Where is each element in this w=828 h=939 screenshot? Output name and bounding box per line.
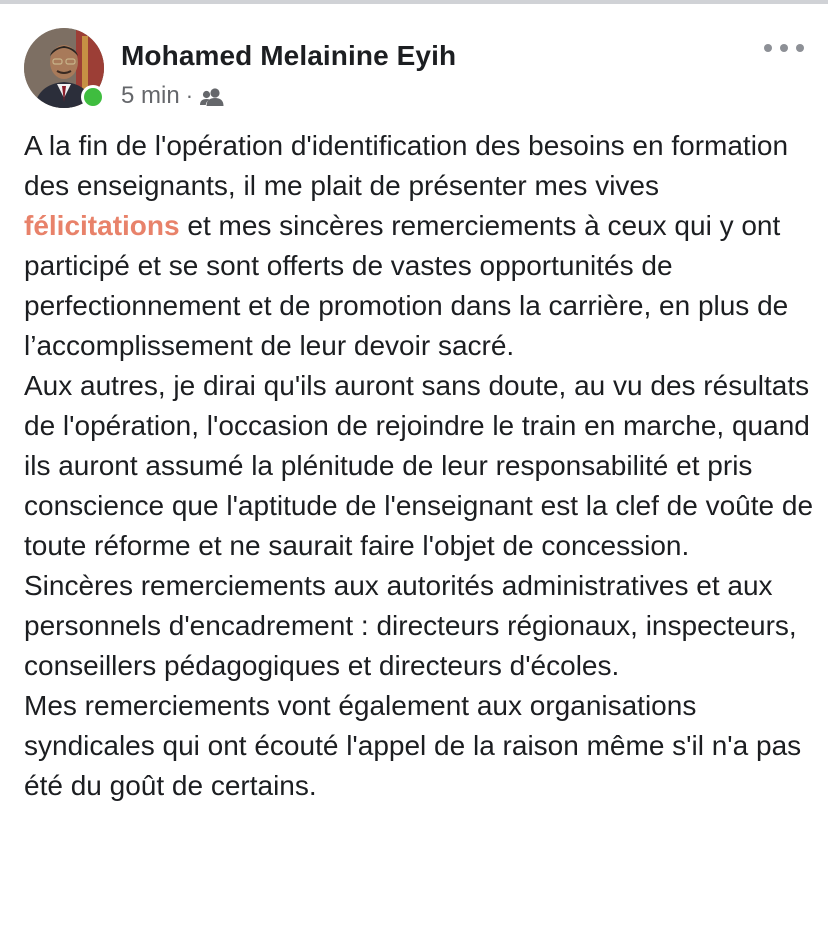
more-dot (780, 44, 788, 52)
meta-separator: · (185, 83, 194, 108)
post-meta (121, 83, 225, 109)
text-segment: A la fin de l'opération d'identification des besoins en formation des enseignants, il me plait de présenter mes vives (24, 130, 789, 201)
post-header (24, 28, 804, 110)
avatar[interactable] (24, 28, 104, 108)
text-segment: et mes sincères remerciements à ceux qui y ont participé et se sont offerts de vastes opportunités de perfectionnement et de promotion dans la carrière, en plus de l’accomplissement de leur devoir sacré. (24, 210, 789, 361)
top-divider (0, 0, 828, 4)
highlighted-word: félicitations (24, 210, 180, 241)
post-paragraph-4: Mes remerciements vont également aux organisations syndicales qui ont écouté l'appel de la raison même s'il n'a pas été du goût de certains. (24, 690, 802, 801)
post-paragraph-3: Sincères remerciements aux autorités administratives et aux personnels d'encadrement : directeurs régionaux, inspecteurs, conseillers pédagogiques et directeurs d'écoles. (24, 570, 797, 681)
more-dot (764, 44, 772, 52)
more-dot (796, 44, 804, 52)
online-status-dot (81, 85, 105, 109)
post-text (24, 126, 814, 806)
friends-icon[interactable] (199, 86, 225, 106)
post-time[interactable]: 5 min (121, 82, 180, 109)
post-paragraph-2: Aux autres, je dirai qu'ils auront sans doute, au vu des résultats de l'opération, l'occasion de rejoindre le train en marche, quand ils auront assumé la plénitude de leur responsabilité et pris conscience que l'aptitude de l'enseignant est la clef de voûte de toute réforme et ne saurait faire l'objet de concession. (24, 370, 814, 561)
author-name[interactable]: Mohamed Melainine Eyih (121, 40, 457, 71)
more-options-icon[interactable] (764, 38, 804, 58)
post-paragraph-1 (24, 126, 814, 366)
